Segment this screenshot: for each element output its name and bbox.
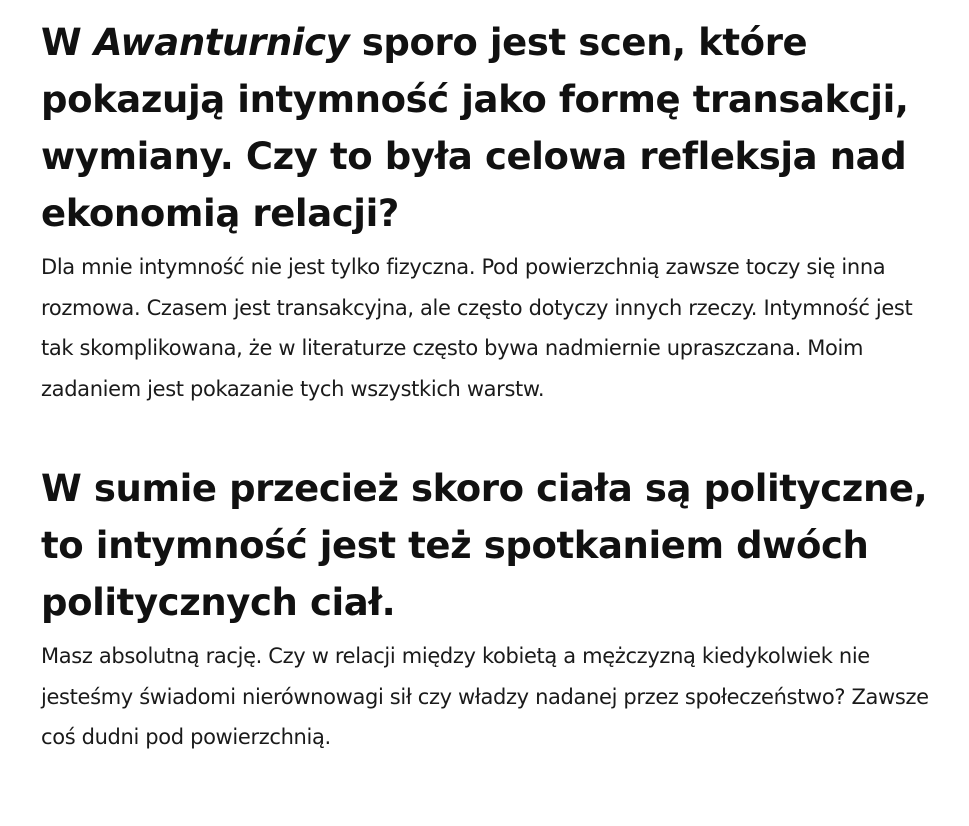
question-1-text: sporo jest scen, które pokazują intymność jako formę transakcji, wymiany. Czy to była celowa refleksja nad ekonomią relacji? — [41, 21, 909, 235]
interview-question-2: W sumie przecież skoro ciała są polityczne, to intymność jest też spotkaniem dwóch politycznych ciał. — [41, 467, 928, 624]
article-body — [41, 14, 941, 758]
question-1-prefix: W — [41, 21, 94, 64]
interview-question-1 — [41, 14, 941, 242]
book-title: Awanturnicy — [93, 21, 350, 64]
interview-answer-1: Dla mnie intymność nie jest tylko fizyczna. Pod powierzchnią zawsze toczy się inna rozmowa. Czasem jest transakcyjna, ale często dotyczy innych rzeczy. Intymność jest tak skomplikowana, że w literaturze często bywa nadmiernie upraszczana. Moim zadaniem jest pokazanie tych wszystkich warstw. — [41, 255, 913, 401]
interview-answer-2: Masz absolutną rację. Czy w relacji między kobietą a mężczyzną kiedykolwiek nie jesteśmy świadomi nierównowagi sił czy władzy nadanej przez społeczeństwo? Zawsze coś dudni pod powierzchnią. — [41, 644, 929, 749]
